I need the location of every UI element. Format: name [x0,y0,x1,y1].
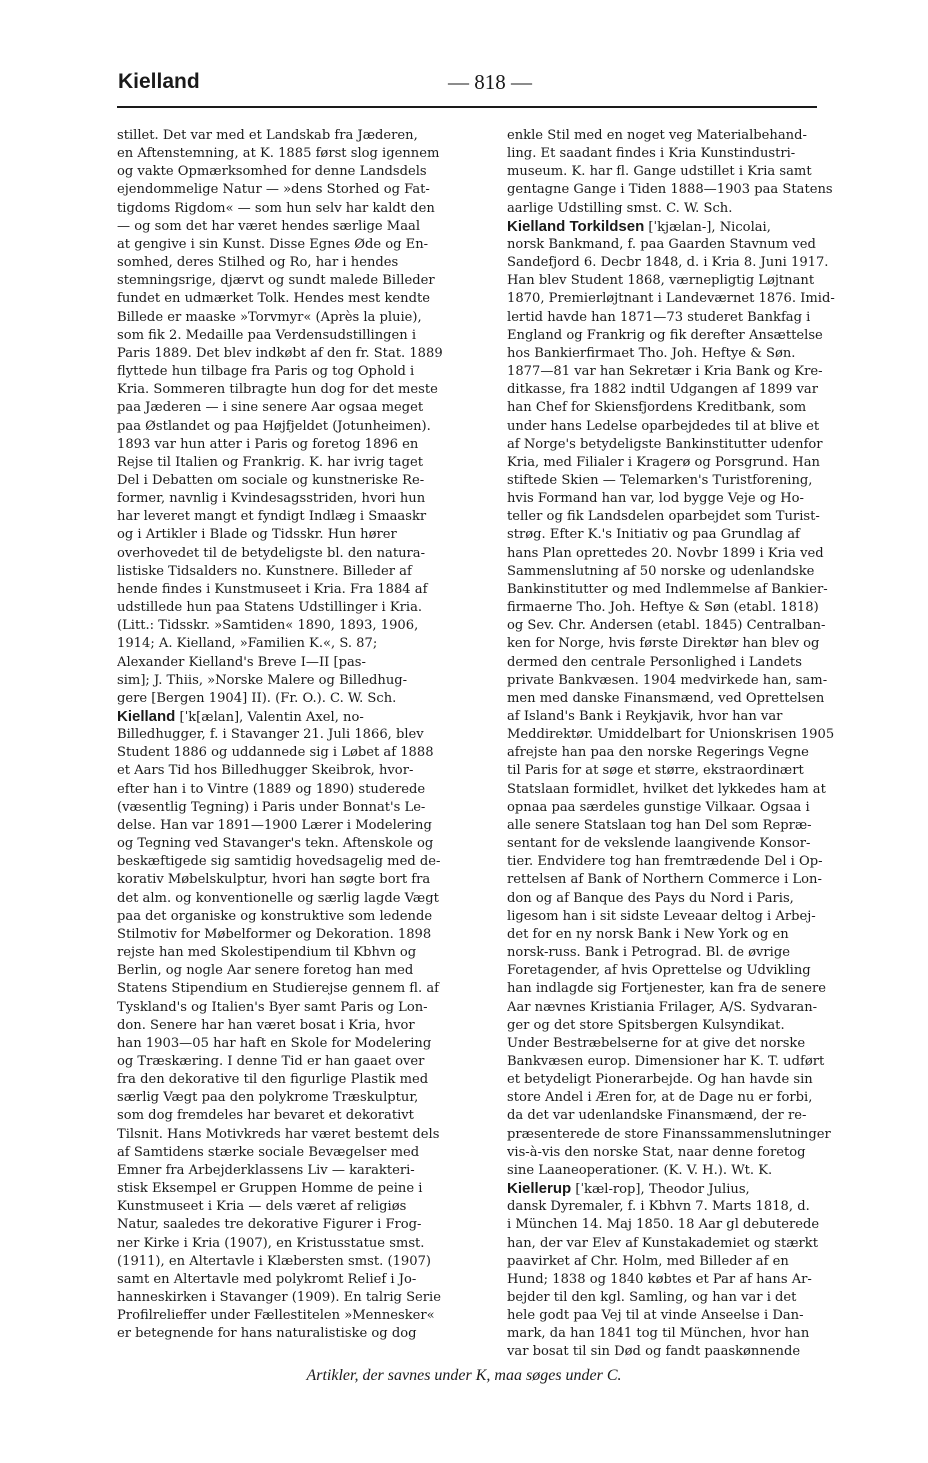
text-line: ditkasse, fra 1882 indtil Udgangen af 1899 var [507,382,818,398]
text-line: ger og det store Spitsbergen Kulsyndikat. [507,1017,785,1033]
text-line: Emner fra Arbejderklassens Liv — karakteri- [117,1162,415,1178]
text-line: et betydeligt Pionerarbejde. Og han havde sin [507,1072,813,1088]
text-line: Sandefjord 6. Decbr 1848, d. i Kria 8. Juni 1917. [507,255,829,271]
text-line: England og Frankrig og fik derefter Ansættelse [507,327,823,343]
text-line: Kria, med Filialer i Kragerø og Porsgrund. Han [507,454,820,470]
text-line: af Norge's betydeligste Bankinstitutter udenfor [507,436,823,452]
text-line: Tyskland's og Italien's Byer samt Paris og Lon- [117,999,428,1015]
text-line: museum. K. har fl. Gange udstillet i Kria samt [507,164,812,180]
text-line: det alm. og konventionelle og særlig lagde Vægt [117,890,439,906]
text-line: flyttede hun tilbage fra Paris og tog Ophold i [117,364,415,380]
text-line: rettelsen af Bank of Northern Commerce i Lon- [507,872,822,888]
text-line: af Samtidens stærke sociale Bevægelser med [117,1144,420,1160]
text-line: hele godt paa Vej til at vinde Anseelse i Dan- [507,1308,804,1324]
entry-headword: Kiellerup [507,1180,572,1198]
text-line: enkle Stil med en noget veg Materialbehand- [507,128,807,143]
text-line: et Aars Tid hos Billedhugger Skeibrok, hvor- [117,763,414,779]
text-line: Bankinstitutter og med Indlemmelse af Bankier- [507,581,828,597]
left-column [117,127,487,1343]
text-line: gere [Bergen 1904] II). (Fr. O.). C. W. Sch. [117,690,397,706]
text-line: dansk Dyremaler, f. i Kbhvn 7. Marts 1818, d. [507,1199,810,1215]
text-line: norsk-russ. Bank i Petrograd. Bl. de øvrige [507,945,790,961]
text-line: Del i Debatten om sociale og kunstneriske Re- [117,472,425,488]
text-line: beskæftigede sig samtidig hovedsagelig med de- [117,854,441,870]
right-column [507,127,877,1362]
text-line: stillet. Det var med et Landskab fra Jæderen, [117,128,418,143]
text-line: Paris 1889. Det blev indkøbt af den fr. Stat. 1889 [117,345,443,361]
text-line: hende findes i Kunstmuseet i Kria. Fra 1884 af [117,581,428,597]
text-line: hos Bankierfirmaet Tho. Joh. Heftye & Søn. [507,345,796,361]
text-line: — og som det har været hendes særlige Maal [117,218,421,234]
text-line: Billede er maaske »Torvmyr« (Après la pluie), [117,309,422,325]
text-line: Hund; 1838 og 1840 købtes et Par af hans Ar- [507,1271,812,1287]
text-line: Foretagender, af hvis Oprettelse og Udvikling [507,963,811,979]
text-line: (Litt.: Tidsskr. »Samtiden« 1890, 1893, 1906, [117,618,419,634]
text-line: afrejste han paa den norske Regerings Vegne [507,745,809,761]
text-line: under hans Ledelse oparbejdedes til at blive et [507,418,820,434]
text-line: stiftede Skien — Telemarken's Turistforening, [507,472,813,488]
text-line: Alexander Kielland's Breve I—II [pas- [117,654,366,670]
running-header [118,70,818,104]
text-line: særlig Vægt paa den polykrome Træskulptur, [117,1090,419,1106]
text-line: Aar nævnes Kristiania Frilager, A/S. Sydvaran- [507,999,818,1015]
text-line: hvis Formand han var, lod bygge Veje og Ho- [507,491,804,507]
text-line: don og af Banque des Pays du Nord i Paris, [507,890,794,906]
text-line: paa Østlandet og paa Højfjeldet (Jotunheimen). [117,418,431,434]
text-line: Student 1886 og uddannede sig i Løbet af 1888 [117,745,434,761]
text-line: en Aftenstemning, at K. 1885 først slog igennem [117,146,440,162]
text-line: er betegnende for hans naturalistiske og dog [117,1326,417,1342]
text-line: ken for Norge, hvis første Direktør han blev og [507,636,820,652]
text-line: listiske Tidsalders no. Kunstnere. Billeder af [117,563,412,579]
text-line: tier. Endvidere tog han fremtrædende Del i Op- [507,854,823,870]
text-line: har leveret mangt et fyndigt Indlæg i Smaaskr [117,509,427,525]
text-line: var bosat til sin Død og fandt paaskønnende [507,1344,801,1360]
text-line: store Andel i Æren for, at de Dage nu er forbi, [507,1090,813,1106]
text-line: Tilsnit. Hans Motivkreds har været bestemt dels [117,1126,440,1142]
text-line: private Bankvæsen. 1904 medvirkede han, sam- [507,672,828,688]
header-rule [117,106,817,108]
text-line: sim]; J. Thiis, »Norske Malere og Billedhug- [117,672,408,688]
text-line: præsenterede de store Finanssammenslutninger [507,1126,831,1142]
text-line: alle senere Statslaan tog han Del som Repræ- [507,817,812,833]
text-line: 1877—81 var han Sekretær i Kria Bank og Kre- [507,364,823,380]
text-line: han indlagde sig Fortjenester, kan fra de senere [507,981,826,997]
page-number: — 818 — [448,70,532,94]
text-line: hans Plan oprettedes 20. Novbr 1899 i Kria ved [507,545,824,561]
text-line: af Island's Bank i Reykjavik, hvor han var [507,709,783,724]
text-line: og vakte Opmærksomhed for denne Landsdels [117,164,427,180]
text-line: bejder til den kgl. Samling, og han var i det [507,1290,797,1305]
text-line: (væsentlig Tegning) i Paris under Bonnat's Le- [117,799,426,815]
text-line: ling. Et saadant findes i Kria Kunstindustri- [507,146,796,162]
text-line: Profilrelieffer under Fællestitelen »Mennesker« [117,1308,435,1324]
text-line: 1914; A. Kielland, »Familien K.«, S. 87; [117,636,378,652]
text-line: Berlin, og nogle Aar senere foretog han med [117,963,414,979]
text-line: Kunstmuseet i Kria — dels været af religiøs [117,1199,407,1215]
text-line: 1870, Premierløjtnant i Landeværnet 1876. Imid- [507,291,835,307]
text-line: aarlige Udstilling smst. C. W. Sch. [507,200,733,216]
text-line: som fik 2. Medaille paa Verdensudstillingen i [117,327,417,343]
text-line: Kielland [ˈk[ælan], Valentin Axel, no- [117,708,364,725]
text-line: det for en ny norsk Bank i New York og en [507,926,789,942]
text-line: Under Bestræbelserne for at give det norske [507,1035,806,1051]
text-line: strøg. Efter K.'s Initiativ og paa Grundlag af [507,527,800,543]
text-line: til Paris for at søge et større, ekstraordinært [507,763,804,779]
text-line: Natur, saaledes tre dekorative Figurer i Frog- [117,1217,422,1233]
text-line: han Chef for Skiensfjordens Kreditbank, som [507,400,807,416]
text-line: ligesom han i sit sidste Leveaar deltog i Arbej- [507,908,816,924]
text-line: lertid havde han 1871—73 studeret Bankfag i [507,309,811,325]
text-line: Sammenslutning af 50 norske og udenlandske [507,563,815,579]
text-line: don. Senere har han været bosat i Kria, hvor [117,1017,415,1033]
text-line: og i Artikler i Blade og Tidsskr. Hun hører [117,527,397,543]
text-line: udstillede hun paa Statens Udstillinger i Kria. [117,600,423,616]
text-line: men med danske Finansmænd, ved Oprettelsen [507,690,825,706]
text-line: somhed, deres Stilhed og Ro, har i hendes [117,255,399,271]
text-line: Kria. Sommeren tilbragte hun dog for det meste [117,382,438,398]
text-line: Bankvæsen europ. Dimensioner har K. T. udført [507,1053,825,1069]
text-line: norsk Bankmand, f. paa Gaarden Stavnum ved [507,236,816,252]
text-line: dermed den centrale Personlighed i Landets [507,654,802,670]
text-line: og Tegning ved Stavanger's tekn. Aftenskole og [117,836,434,852]
text-line: og Træskæring. I denne Tid er han gaaet over [117,1053,425,1069]
text-line: overhovedet til de betydeligste bl. den natura- [117,545,426,561]
text-line: firmaerne Tho. Joh. Heftye & Søn (etabl. 1818) [507,600,819,616]
text-line: fundet en udmærket Tolk. Hendes mest kendte [117,291,430,307]
text-line: og Sev. Chr. Andersen (etabl. 1845) Centralban- [507,618,826,634]
text-line: gentagne Gange i Tiden 1888—1903 paa Statens [507,182,833,198]
text-line: som dog fremdeles har bevaret et dekorativt [117,1108,414,1124]
text-line: (1911), en Altertavle i Klæbersten smst. (1907) [117,1253,432,1269]
text-line: han 1903—05 har haft en Skole for Modelering [117,1035,432,1051]
text-line: tigdoms Rigdom« — som hun selv har kaldt den [117,200,435,216]
text-line: korativ Møbelskulptur, hvori han søgte bort fra [117,872,431,888]
text-line: delse. Han var 1891—1900 Lærer i Modelering [117,817,432,833]
entry-headword: Kielland Torkildsen [507,217,645,235]
text-line: sine Laaneoperationer. (K. V. H.). Wt. K. [507,1162,773,1178]
text-line: Statslaan formidlet, hvilket det lykkedes ham at [507,781,826,797]
text-line: stisk Eksempel er Gruppen Homme de peine i [117,1181,423,1197]
text-line: paa Jæderen — i sine senere Aar ogsaa meget [117,400,424,416]
text-line: 1893 var hun atter i Paris og foretog 1896 en [117,436,419,452]
text-line: Billedhugger, f. i Stavanger 21. Juli 1866, blev [117,727,424,743]
text-line: fra den dekorative til den figurlige Plastik med [117,1072,429,1088]
text-line: ejendommelige Natur — »dens Storhed og Fat- [117,182,430,198]
text-line: Statens Stipendium en Studierejse gennem fl. af [117,981,439,997]
text-line: samt en Altertavle med polykromt Relief i Jo- [117,1271,417,1287]
text-line: opnaa paa særdeles gunstige Vilkaar. Ogsaa i [507,799,810,815]
text-line: Kielland Torkildsen [ˈkjælan-], Nicolai, [507,217,771,235]
text-line: sentant for de vekslende laangivende Konsor- [507,836,811,852]
running-headword: Kielland [118,70,200,93]
text-line: rejste han med Skolestipendium til Kbhvn og [117,945,417,961]
text-line: han, der var Elev af Kunstakademiet og stærkt [507,1235,819,1251]
footer-note: Artikler, der savnes under K, maa søges under C. [306,1367,622,1384]
text-line: paa det organiske og konstruktive som ledende [117,908,433,924]
text-line: former, navnlig i Kvindesagsstriden, hvori hun [117,491,426,507]
text-line: Meddirektør. Umiddelbart for Unionskrisen 1905 [507,727,835,743]
text-line: i München 14. Maj 1850. 18 Aar gl debuterede [507,1217,820,1233]
text-line: Stilmotiv for Møbelformer og Dekoration. 1898 [117,926,432,942]
text-line: stemningsrige, djærvt og sundt malede Billeder [117,273,435,289]
text-line: teller og fik Landsdelen oparbejdet som Turist- [507,509,820,525]
entry-headword: Kielland [117,708,176,725]
text-line: da det var udenlandske Finansmænd, der re- [507,1108,807,1124]
text-line: at gengive i sin Kunst. Disse Egnes Øde og En- [117,236,429,252]
text-line: ner Kirke i Kria (1907), en Kristusstatue smst. [117,1235,425,1251]
text-line: mark, da han 1841 tog til München, hvor han [507,1326,810,1342]
text-line: Kiellerup [ˈkæl-rop], Theodor Julius, [507,1180,750,1198]
text-line: Han blev Student 1868, værnepligtig Løjtnant [507,273,815,289]
text-line: Rejse til Italien og Frankrig. K. har ivrig taget [117,454,423,470]
text-line: hanneskirken i Stavanger (1909). En talrig Serie [117,1290,441,1305]
text-line: vis-à-vis den norske Stat, naar denne foretog [507,1144,806,1160]
text-line: efter han i to Vintre (1889 og 1890) studerede [117,781,426,797]
text-line: paavirket af Chr. Holm, med Billeder af en [507,1253,789,1269]
